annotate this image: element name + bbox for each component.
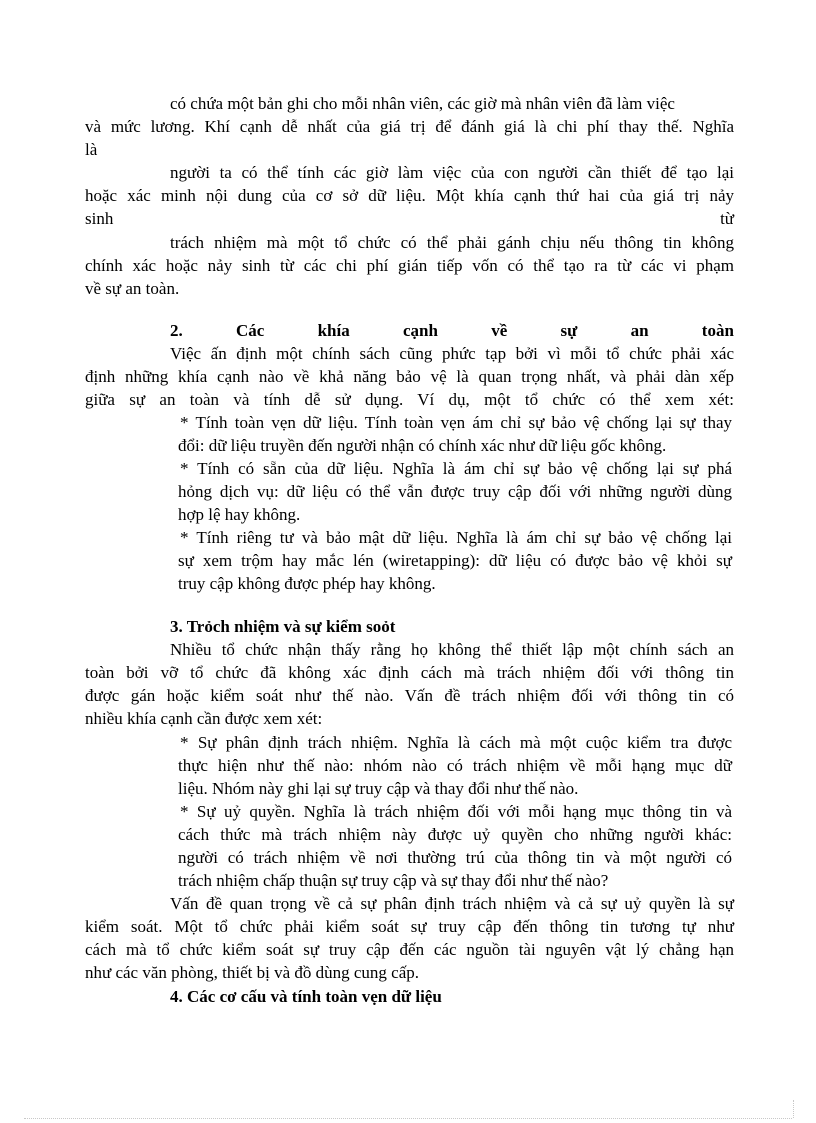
text-line: được gán hoặc kiểm soát như thế nào. Vấn đề trách nhiệm đối với thông tin có xyxy=(85,686,734,705)
bullet-line: liệu. Nhóm này ghi lại sự truy cập và thay đổi như thế nào. xyxy=(178,779,579,798)
heading-word: cạnh xyxy=(402,321,438,340)
paragraph-line xyxy=(85,662,734,684)
heading-word: an xyxy=(630,321,649,340)
paragraph-line xyxy=(170,343,734,365)
bullet-line xyxy=(180,412,732,434)
paragraph-line xyxy=(85,116,734,138)
paragraph-line xyxy=(170,639,734,661)
paragraph-line xyxy=(85,389,734,411)
text-line: định những khía cạnh nào về khả năng bảo vệ là quan trọng nhất, và phải dàn xếp xyxy=(85,367,734,386)
paragraph-line xyxy=(85,366,734,388)
bullet-line xyxy=(180,801,732,823)
bullet-line xyxy=(180,458,732,480)
paragraph-line xyxy=(85,916,734,938)
bullet-line: trách nhiệm chấp thuận sự truy cập và sự thay đổi như thế nào? xyxy=(178,871,609,890)
page-border-corner xyxy=(793,1100,794,1118)
heading-word: 2. xyxy=(170,321,183,340)
bullet-line xyxy=(178,755,732,777)
section-heading: 3. Trỏch nhiệm và sự kiểm soỏt xyxy=(170,617,396,636)
text-line: chính xác hoặc nảy sinh từ các chi phí gián tiếp vốn có thể tạo ra từ các vi phạm xyxy=(85,256,734,275)
text-line: hoặc xác minh nội dung của cơ sở dữ liệu. Một khía cạnh thứ hai của giá trị nảy xyxy=(85,186,734,205)
text-line: người ta có thể tính các giờ làm việc của con người cần thiết để tạo lại xyxy=(170,163,734,182)
paragraph-line xyxy=(85,208,734,230)
text-line: và mức lương. Khí cạnh dễ nhất của giá trị để đánh giá là chi phí thay thế. Nghĩa xyxy=(85,117,734,136)
text-line: * Tính riêng tư và bảo mật dữ liệu. Nghĩa là ám chỉ sự bảo vệ chống lại xyxy=(180,528,732,547)
paragraph-line: về sự an toàn. xyxy=(85,279,180,298)
text-line: cách mà tổ chức kiểm soát sự truy cập đến các nguồn tài nguyên vật lý chẳng hạn xyxy=(85,940,734,959)
paragraph-line: có chứa một bản ghi cho mỗi nhân viên, các giờ mà nhân viên đã làm việc xyxy=(170,94,675,113)
paragraph-line xyxy=(85,939,734,961)
text-line: giữa sự an toàn và tính dễ sử dụng. Ví dụ, một tổ chức có thể xem xét: xyxy=(85,390,734,409)
paragraph-line xyxy=(170,232,734,254)
text-line: Vấn đề quan trọng về cả sự phân định trách nhiệm và cả sự uỷ quyền là sự xyxy=(170,894,734,913)
bullet-line xyxy=(178,550,732,572)
bullet-line xyxy=(180,732,732,754)
text-word: sinh xyxy=(85,209,114,228)
paragraph-line xyxy=(85,255,734,277)
page-border xyxy=(24,1118,792,1119)
text-line: * Tính có sẵn của dữ liệu. Nghĩa là ám chỉ sự bảo vệ chống lại sự phá xyxy=(180,459,732,478)
heading-word: về xyxy=(491,321,508,340)
text-word: từ xyxy=(720,209,734,228)
text-line: Nhiều tổ chức nhận thấy rằng họ không thể thiết lập một chính sách an xyxy=(170,640,734,659)
bullet-line: truy cập không được phép hay không. xyxy=(178,574,436,593)
text-line: trách nhiệm mà một tổ chức có thể phải gánh chịu nếu thông tin không xyxy=(170,233,734,252)
paragraph-line xyxy=(85,685,734,707)
text-line: thực hiện như thế nào: nhóm nào có trách nhiệm về mỗi hạng mục dữ xyxy=(178,756,732,775)
paragraph-line: là xyxy=(85,140,98,159)
heading-word: Các xyxy=(236,321,265,340)
section-heading: 4. Các cơ cấu và tính toàn vẹn dữ liệu xyxy=(170,987,442,1006)
heading-word: khía xyxy=(317,321,350,340)
text-line: * Tính toàn vẹn dữ liệu. Tính toàn vẹn ám chỉ sự bảo vệ chống lại sự thay xyxy=(180,413,732,432)
paragraph-line xyxy=(170,893,734,915)
heading-word: sự xyxy=(560,321,578,340)
text-line: kiểm soát. Một tổ chức phải kiểm soát sự truy cập đến thông tin tương tự như xyxy=(85,917,734,936)
text-line: sự xem trộm hay mắc lén (wiretapping): dữ liệu có được bảo vệ khỏi sự xyxy=(178,551,732,570)
text-line: hỏng dịch vụ: dữ liệu có thể vẫn được truy cập đối với những người dùng xyxy=(178,482,732,501)
bullet-line: đổi: dữ liệu truyền đến người nhận có chính xác như dữ liệu gốc không. xyxy=(178,436,667,455)
bullet-line xyxy=(178,481,732,503)
text-line: * Sự uỷ quyền. Nghĩa là trách nhiệm đối với mỗi hạng mục thông tin và xyxy=(180,802,732,821)
bullet-line xyxy=(178,824,732,846)
text-line: * Sự phân định trách nhiệm. Nghĩa là cách mà một cuộc kiểm tra được xyxy=(180,733,732,752)
paragraph-line xyxy=(85,185,734,207)
bullet-line: hợp lệ hay không. xyxy=(178,505,301,524)
text-line: toàn bởi vỡ tổ chức đã không xác định cách mà trách nhiệm đối với thông tin xyxy=(85,663,734,682)
paragraph-line xyxy=(170,162,734,184)
bullet-line xyxy=(178,847,732,869)
bullet-line xyxy=(180,527,732,549)
paragraph-line: như các văn phòng, thiết bị và đồ dùng cung cấp. xyxy=(85,963,420,982)
section-heading xyxy=(170,320,734,342)
heading-word: toàn xyxy=(701,321,734,340)
text-line: người có trách nhiệm về nơi thường trú của thông tin và một người có xyxy=(178,848,732,867)
text-line: cách thức mà trách nhiệm này được uỷ quyền cho những người khác: xyxy=(178,825,732,844)
text-line: Việc ấn định một chính sách cũng phức tạp bởi vì mỗi tổ chức phải xác xyxy=(170,344,734,363)
paragraph-line: nhiều khía cạnh cần được xem xét: xyxy=(85,709,323,728)
